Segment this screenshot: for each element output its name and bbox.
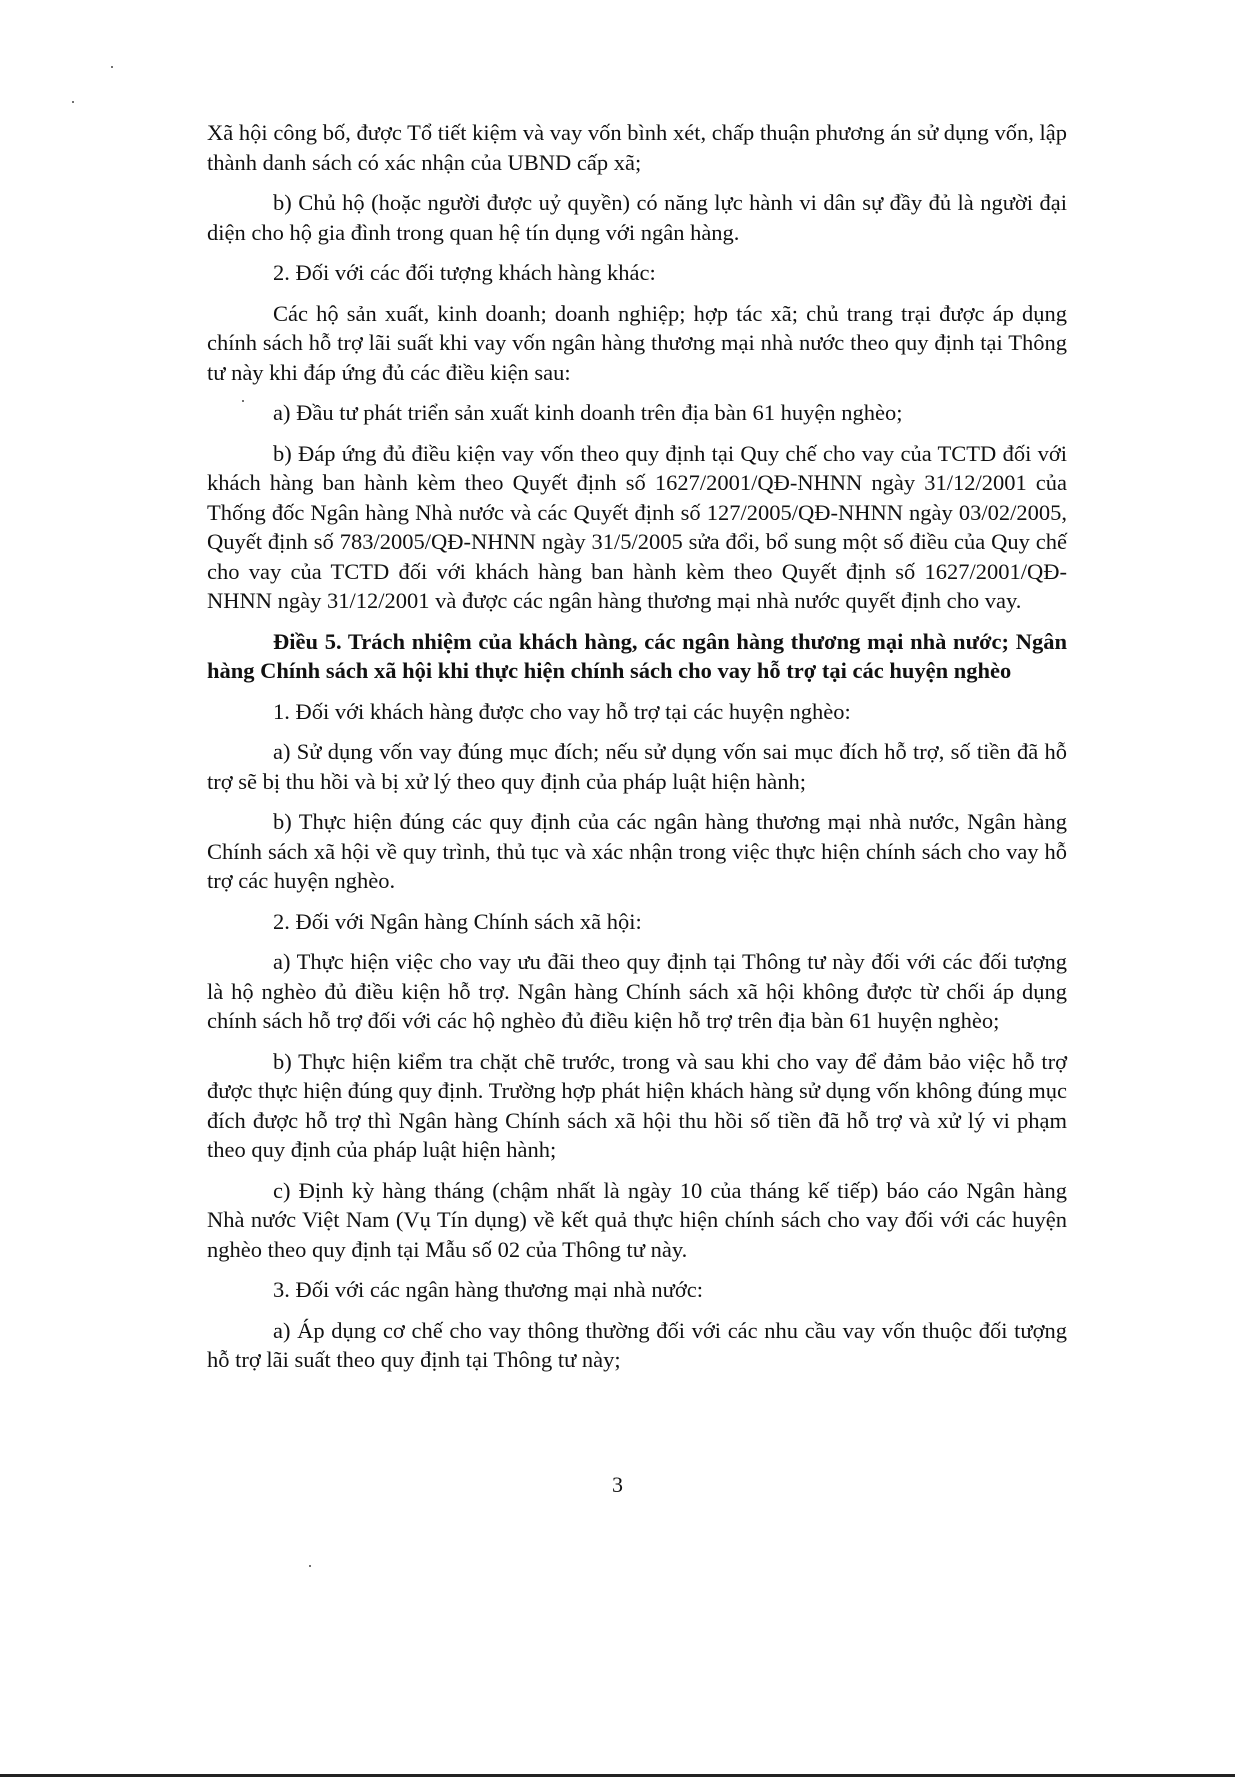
- paragraph: a) Sử dụng vốn vay đúng mục đích; nếu sử dụng vốn sai mục đích hỗ trợ, số tiền đã hỗ trợ sẽ bị thu hồi và bị xử lý theo quy định của pháp luật hiện hành;: [207, 739, 1067, 794]
- scan-speck: [309, 1565, 311, 1567]
- paragraph: 1. Đối với khách hàng được cho vay hỗ trợ tại các huyện nghèo:: [273, 698, 851, 724]
- paragraph: a) Thực hiện việc cho vay ưu đãi theo quy định tại Thông tư này đối với các đối tượng là hộ nghèo đủ điều kiện hỗ trợ. Ngân hàng Chính sách xã hội không được từ chối áp dụng chính sách hỗ trợ đối với các hộ nghèo đủ điều kiện hỗ trợ trên địa bàn 61 huyện nghèo;: [207, 949, 1067, 1033]
- paragraph: b) Đáp ứng đủ điều kiện vay vốn theo quy định tại Quy chế cho vay của TCTD đối với khách hàng ban hành kèm theo Quyết định số 1627/2001/QĐ-NHNN ngày 31/12/2001 của Thống đốc Ngân hàng Nhà nước và các Quyết định số 127/2005/QĐ-NHNN ngày 03/02/2005, Quyết định số 783/2005/QĐ-NHNN ngày 31/5/2005 sửa đổi, bổ sung một số điều của Quy chế cho vay của TCTD đối với khách hàng ban hành kèm theo Quyết định số 1627/2001/QĐ-NHNN ngày 31/12/2001 và được các ngân hàng thương mại nhà nước quyết định cho vay.: [207, 440, 1067, 613]
- article-heading: Điều 5. Trách nhiệm của khách hàng, các ngân hàng thương mại nhà nước; Ngân hàng Chính sách xã hội khi thực hiện chính sách cho vay hỗ trợ tại các huyện nghèo: [207, 628, 1067, 683]
- document-body: [207, 118, 1067, 1386]
- paragraph: b) Thực hiện kiểm tra chặt chẽ trước, trong và sau khi cho vay để đảm bảo việc hỗ trợ được thực hiện đúng quy định. Trường hợp phát hiện khách hàng sử dụng vốn không đúng mục đích được hỗ trợ thì Ngân hàng Chính sách xã hội thu hồi số tiền đã hỗ trợ và xử lý vi phạm theo quy định của pháp luật hiện hành;: [207, 1048, 1067, 1162]
- paragraph: 2. Đối với Ngân hàng Chính sách xã hội:: [273, 908, 642, 934]
- paragraph: c) Định kỳ hàng tháng (chậm nhất là ngày 10 của tháng kế tiếp) báo cáo Ngân hàng Nhà nước Việt Nam (Vụ Tín dụng) về kết quả thực hiện chính sách cho vay đối với các huyện nghèo theo quy định tại Mẫu số 02 của Thông tư này.: [207, 1177, 1067, 1262]
- paragraph: 2. Đối với các đối tượng khách hàng khác:: [273, 260, 656, 285]
- page-number: 3: [612, 1472, 623, 1497]
- paragraph: Xã hội công bố, được Tổ tiết kiệm và vay vốn bình xét, chấp thuận phương án sử dụng vốn, lập thành danh sách có xác nhận của UBND cấp xã;: [207, 120, 1067, 175]
- paragraph: 3. Đối với các ngân hàng thương mại nhà nước:: [273, 1277, 703, 1302]
- paragraph: b) Chủ hộ (hoặc người được uỷ quyền) có năng lực hành vi dân sự đầy đủ là người đại diện cho hộ gia đình trong quan hệ tín dụng với ngân hàng.: [207, 190, 1067, 245]
- paragraph: b) Thực hiện đúng các quy định của các ngân hàng thương mại nhà nước, Ngân hàng Chính sách xã hội về quy trình, thủ tục và xác nhận trong việc thực hiện chính sách cho vay hỗ trợ các huyện nghèo.: [207, 809, 1067, 893]
- paragraph: a) Đầu tư phát triển sản xuất kinh doanh trên địa bàn 61 huyện nghèo;: [273, 400, 903, 425]
- scan-speck: [72, 101, 74, 103]
- scan-speck: [111, 66, 113, 68]
- paragraph: Các hộ sản xuất, kinh doanh; doanh nghiệp; hợp tác xã; chủ trang trại được áp dụng chính sách hỗ trợ lãi suất khi vay vốn ngân hàng thương mại nhà nước theo quy định tại Thông tư này khi đáp ứng đủ các điều kiện sau:: [207, 300, 1067, 385]
- paragraph: a) Áp dụng cơ chế cho vay thông thường đối với các nhu cầu vay vốn thuộc đối tượng hỗ trợ lãi suất theo quy định tại Thông tư này;: [207, 1317, 1067, 1372]
